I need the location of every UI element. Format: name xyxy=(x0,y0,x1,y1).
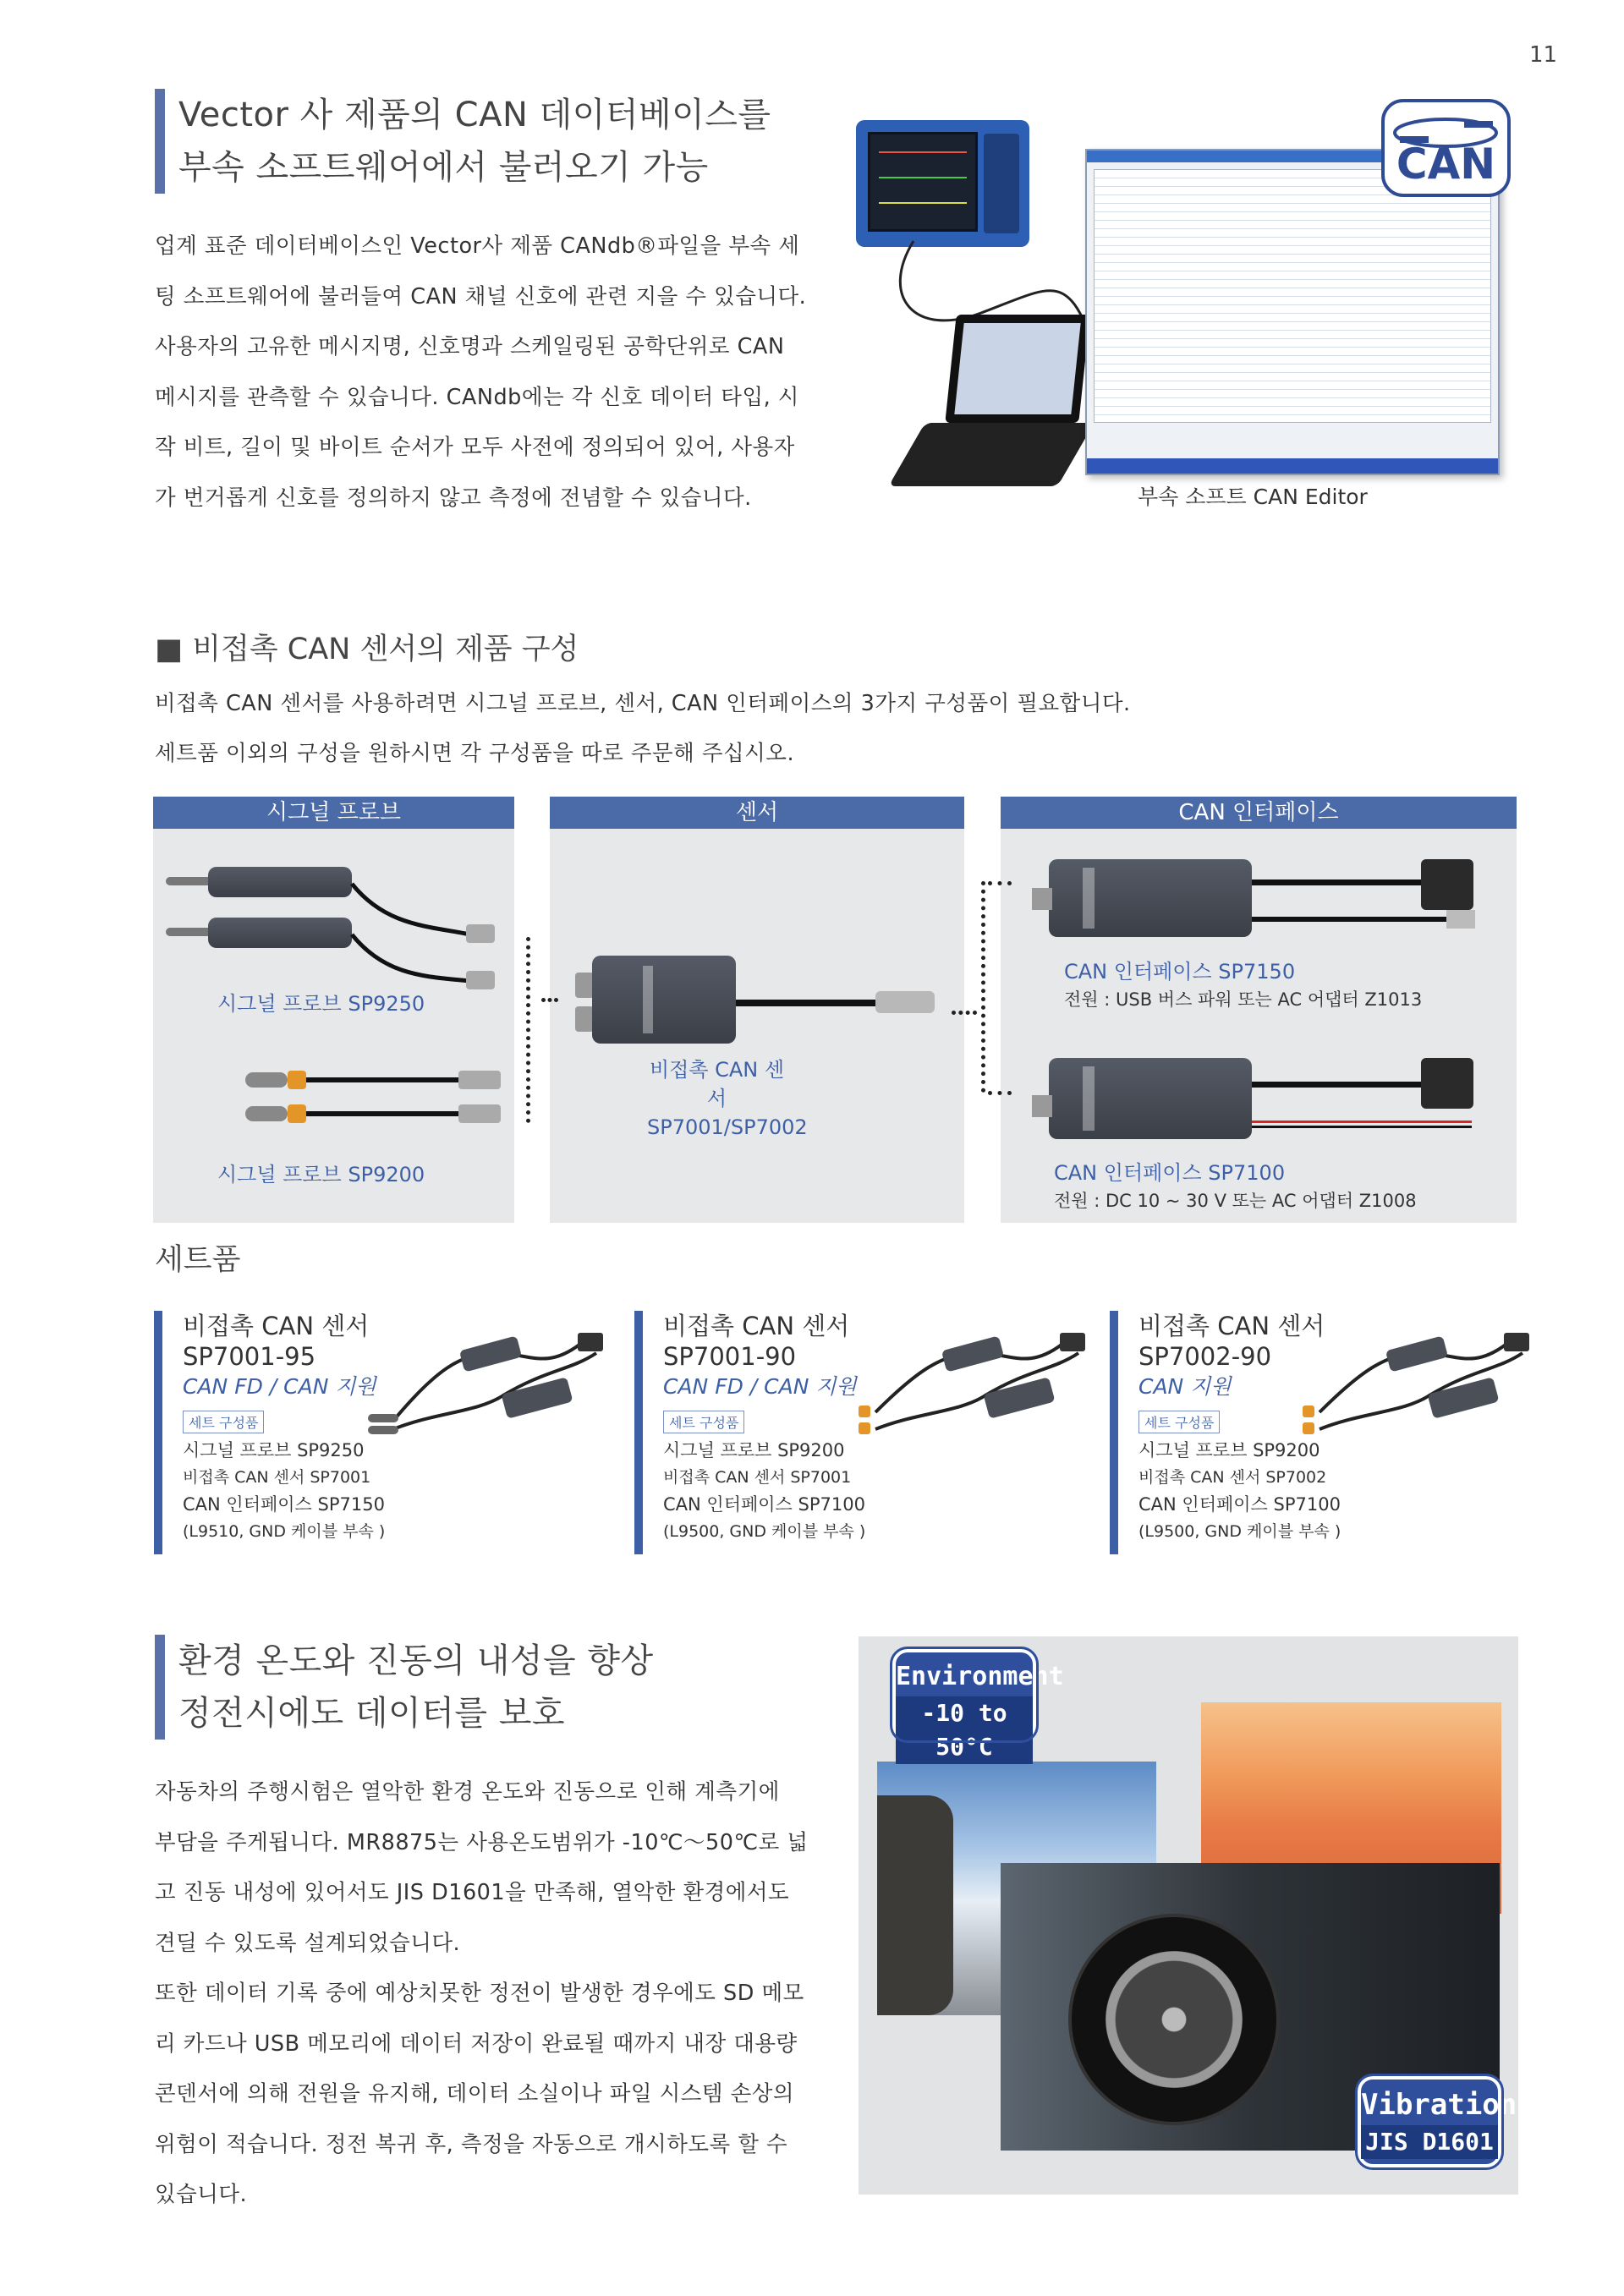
vector-body-line: 가 번거롭게 신호를 정의하지 않고 측정에 전념할 수 있습니다. xyxy=(155,485,752,511)
config-desc-2: 세트품 이외의 구성을 원하시면 각 구성품을 따로 주문해 주십시오. xyxy=(155,741,795,766)
vector-title-line2: 부속 소프트웨어에서 불러오기 가능 xyxy=(178,148,709,187)
set-model: SP7001-95 xyxy=(183,1342,316,1371)
set-image-sp7001-95 xyxy=(359,1319,613,1446)
env-body-line: 콘덴서에 의해 전원을 유지해, 데이터 소실이나 파일 시스템 손상의 xyxy=(155,2081,795,2107)
env-title-line1: 환경 온도와 진동의 내성을 향상 xyxy=(178,1641,654,1680)
vector-body-line: 작 비트, 길이 및 바이트 순서가 모두 사전에 정의되어 있어, 사용자 xyxy=(155,435,795,460)
vector-body-line: 팅 소프트웨어에 불러들여 CAN 채널 신호에 관련 지을 수 있습니다. xyxy=(155,283,807,310)
env-body-line: 리 카드나 USB 메모리에 데이터 저장이 완료될 때까지 내장 대용량 xyxy=(155,2030,798,2057)
interface-sp7100-name: CAN 인터페이스 SP7100 xyxy=(1054,1161,1286,1185)
laptop-image xyxy=(898,315,1084,501)
env-body-line: 있습니다. xyxy=(155,2182,248,2207)
sensor-caption xyxy=(647,1055,808,1142)
env-body-line: 고 진동 내성에 있어서도 JIS D1601을 만족해, 열악한 환경에서도 xyxy=(155,1880,790,1905)
set-support: CAN FD / CAN 지원 xyxy=(183,1374,376,1399)
set-item: CAN 인터페이스 SP7150 xyxy=(183,1494,385,1515)
vib-badge-title: Vibration xyxy=(1361,2088,1517,2122)
software-caption: 부속 소프트 CAN Editor xyxy=(1138,485,1368,509)
set-model: SP7002-90 xyxy=(1138,1342,1272,1371)
set-model: SP7001-90 xyxy=(663,1342,797,1371)
set-item: 비접촉 CAN 센서 SP7002 xyxy=(1138,1468,1327,1487)
interface-sp7150-name: CAN 인터페이스 SP7150 xyxy=(1064,960,1296,984)
page-number: 11 xyxy=(1529,42,1558,68)
set-item: (L9510, GND 케이블 부속 ) xyxy=(183,1522,386,1541)
env-heading xyxy=(155,1635,848,1740)
env-body-line: 자동차의 주행시험은 열악한 환경 온도와 진동으로 인해 계측기에 xyxy=(155,1779,780,1805)
set-name: 비접촉 CAN 센서 xyxy=(1138,1312,1325,1340)
vib-badge-standard: JIS D1601 xyxy=(1361,2125,1498,2159)
can-editor-screenshot xyxy=(1085,149,1500,475)
set-image-sp7001-90 xyxy=(842,1319,1095,1446)
set-item: 비접촉 CAN 센서 SP7001 xyxy=(663,1468,852,1487)
probe-sp9200-image xyxy=(245,1066,508,1133)
config-desc-1: 비접촉 CAN 센서를 사용하려면 시그널 프로브, 센서, CAN 인터페이스의 3가지 구성품이 필요합니다. xyxy=(155,691,1131,716)
set-item: (L9500, GND 케이블 부속 ) xyxy=(663,1522,866,1541)
set-item: 비접촉 CAN 센서 SP7001 xyxy=(183,1468,371,1487)
col-header-probe: 시그널 프로브 xyxy=(153,797,514,829)
env-body-line: 또한 데이터 기록 중에 예상치못한 정전이 발생한 경우에도 SD 메모 xyxy=(155,1981,804,2006)
vibration-badge xyxy=(1358,2076,1517,2167)
environment-badge xyxy=(892,1649,1064,1761)
connector-interface-vertical xyxy=(981,881,988,1093)
set-item: CAN 인터페이스 SP7100 xyxy=(663,1494,865,1515)
set-item: 시그널 프로브 SP9200 xyxy=(663,1440,845,1460)
interface-sp7150-power: 전원 : USB 버스 파워 또는 AC 어댑터 Z1013 xyxy=(1064,989,1423,1010)
col-header-sensor: 센서 xyxy=(550,797,964,829)
env-body-line: 견딜 수 있도록 설계되었습니다. xyxy=(155,1930,461,1956)
connector-probe-sensor-branch xyxy=(541,998,558,1002)
interface-sp7100-image xyxy=(1032,1053,1489,1146)
set-item: (L9500, GND 케이블 부속 ) xyxy=(1138,1522,1341,1541)
can-logo xyxy=(1381,99,1511,197)
interface-sp7150-image xyxy=(1032,854,1489,947)
env-title-line2: 정전시에도 데이터를 보호 xyxy=(178,1694,565,1733)
probe-sp9250-image xyxy=(166,858,504,994)
set-item: 시그널 프로브 SP9250 xyxy=(183,1440,365,1460)
probe-sp9200-caption: 시그널 프로브 SP9200 xyxy=(217,1163,425,1186)
config-heading: ■ 비접촉 CAN 센서의 제품 구성 xyxy=(155,633,579,666)
sensor-caption-line1: 비접촉 CAN 센서 xyxy=(649,1058,785,1110)
interface-sp7100-power: 전원 : DC 10 ~ 30 V 또는 AC 어댑터 Z1008 xyxy=(1054,1191,1417,1211)
vector-title-line1: Vector 사 제품의 CAN 데이터베이스를 xyxy=(178,96,771,134)
vector-body xyxy=(155,222,831,523)
env-body-line: 위험이 적습니다. 정전 복귀 후, 측정을 자동으로 개시하도록 할 수 xyxy=(155,2131,788,2157)
connector-interface-top xyxy=(988,881,1012,885)
sensor-caption-line2: SP7001/SP7002 xyxy=(647,1115,808,1139)
env-badge-range: -10 to 50°C xyxy=(896,1696,1033,1764)
env-badge-title: Environment xyxy=(896,1662,1064,1691)
col-header-interface: CAN 인터페이스 xyxy=(1001,797,1517,829)
vector-heading xyxy=(155,89,831,194)
set-badge: 세트 구성품 xyxy=(663,1411,744,1433)
set-name: 비접촉 CAN 센서 xyxy=(183,1312,370,1340)
set-badge: 세트 구성품 xyxy=(1138,1411,1220,1433)
env-body-line: 부담을 주게됩니다. MR8875는 사용온도범위가 -10℃〜50℃로 넓 xyxy=(155,1829,809,1855)
vector-body-line: 사용자의 고유한 메시지명, 신호명과 스케일링된 공학단위로 CAN xyxy=(155,334,785,359)
vector-body-line: 메시지를 관측할 수 있습니다. CANdb에는 각 신호 데이터 타입, 시 xyxy=(155,384,799,410)
vector-body-line: 업계 표준 데이터베이스인 Vector사 제품 CANdb®파일을 부속 세 xyxy=(155,233,800,259)
set-item: CAN 인터페이스 SP7100 xyxy=(1138,1494,1341,1515)
set-badge: 세트 구성품 xyxy=(183,1411,264,1433)
set-name: 비접촉 CAN 센서 xyxy=(663,1312,850,1340)
set-support: CAN 지원 xyxy=(1138,1374,1232,1399)
recorder-device-image xyxy=(856,120,1029,247)
connector-sensor-interface xyxy=(952,1011,977,1015)
can-logo-text: CAN xyxy=(1396,140,1496,189)
set-image-sp7002-90 xyxy=(1286,1319,1539,1446)
connector-probe-sensor xyxy=(526,937,533,1123)
set-support: CAN FD / CAN 지원 xyxy=(663,1374,857,1399)
sensor-image xyxy=(575,956,947,1049)
env-body xyxy=(155,1767,831,2221)
probe-sp9250-caption: 시그널 프로브 SP9250 xyxy=(217,992,425,1016)
connector-interface-bottom xyxy=(988,1091,1012,1095)
sets-heading: 세트품 xyxy=(155,1243,241,1277)
set-item: 시그널 프로브 SP9200 xyxy=(1138,1440,1320,1460)
